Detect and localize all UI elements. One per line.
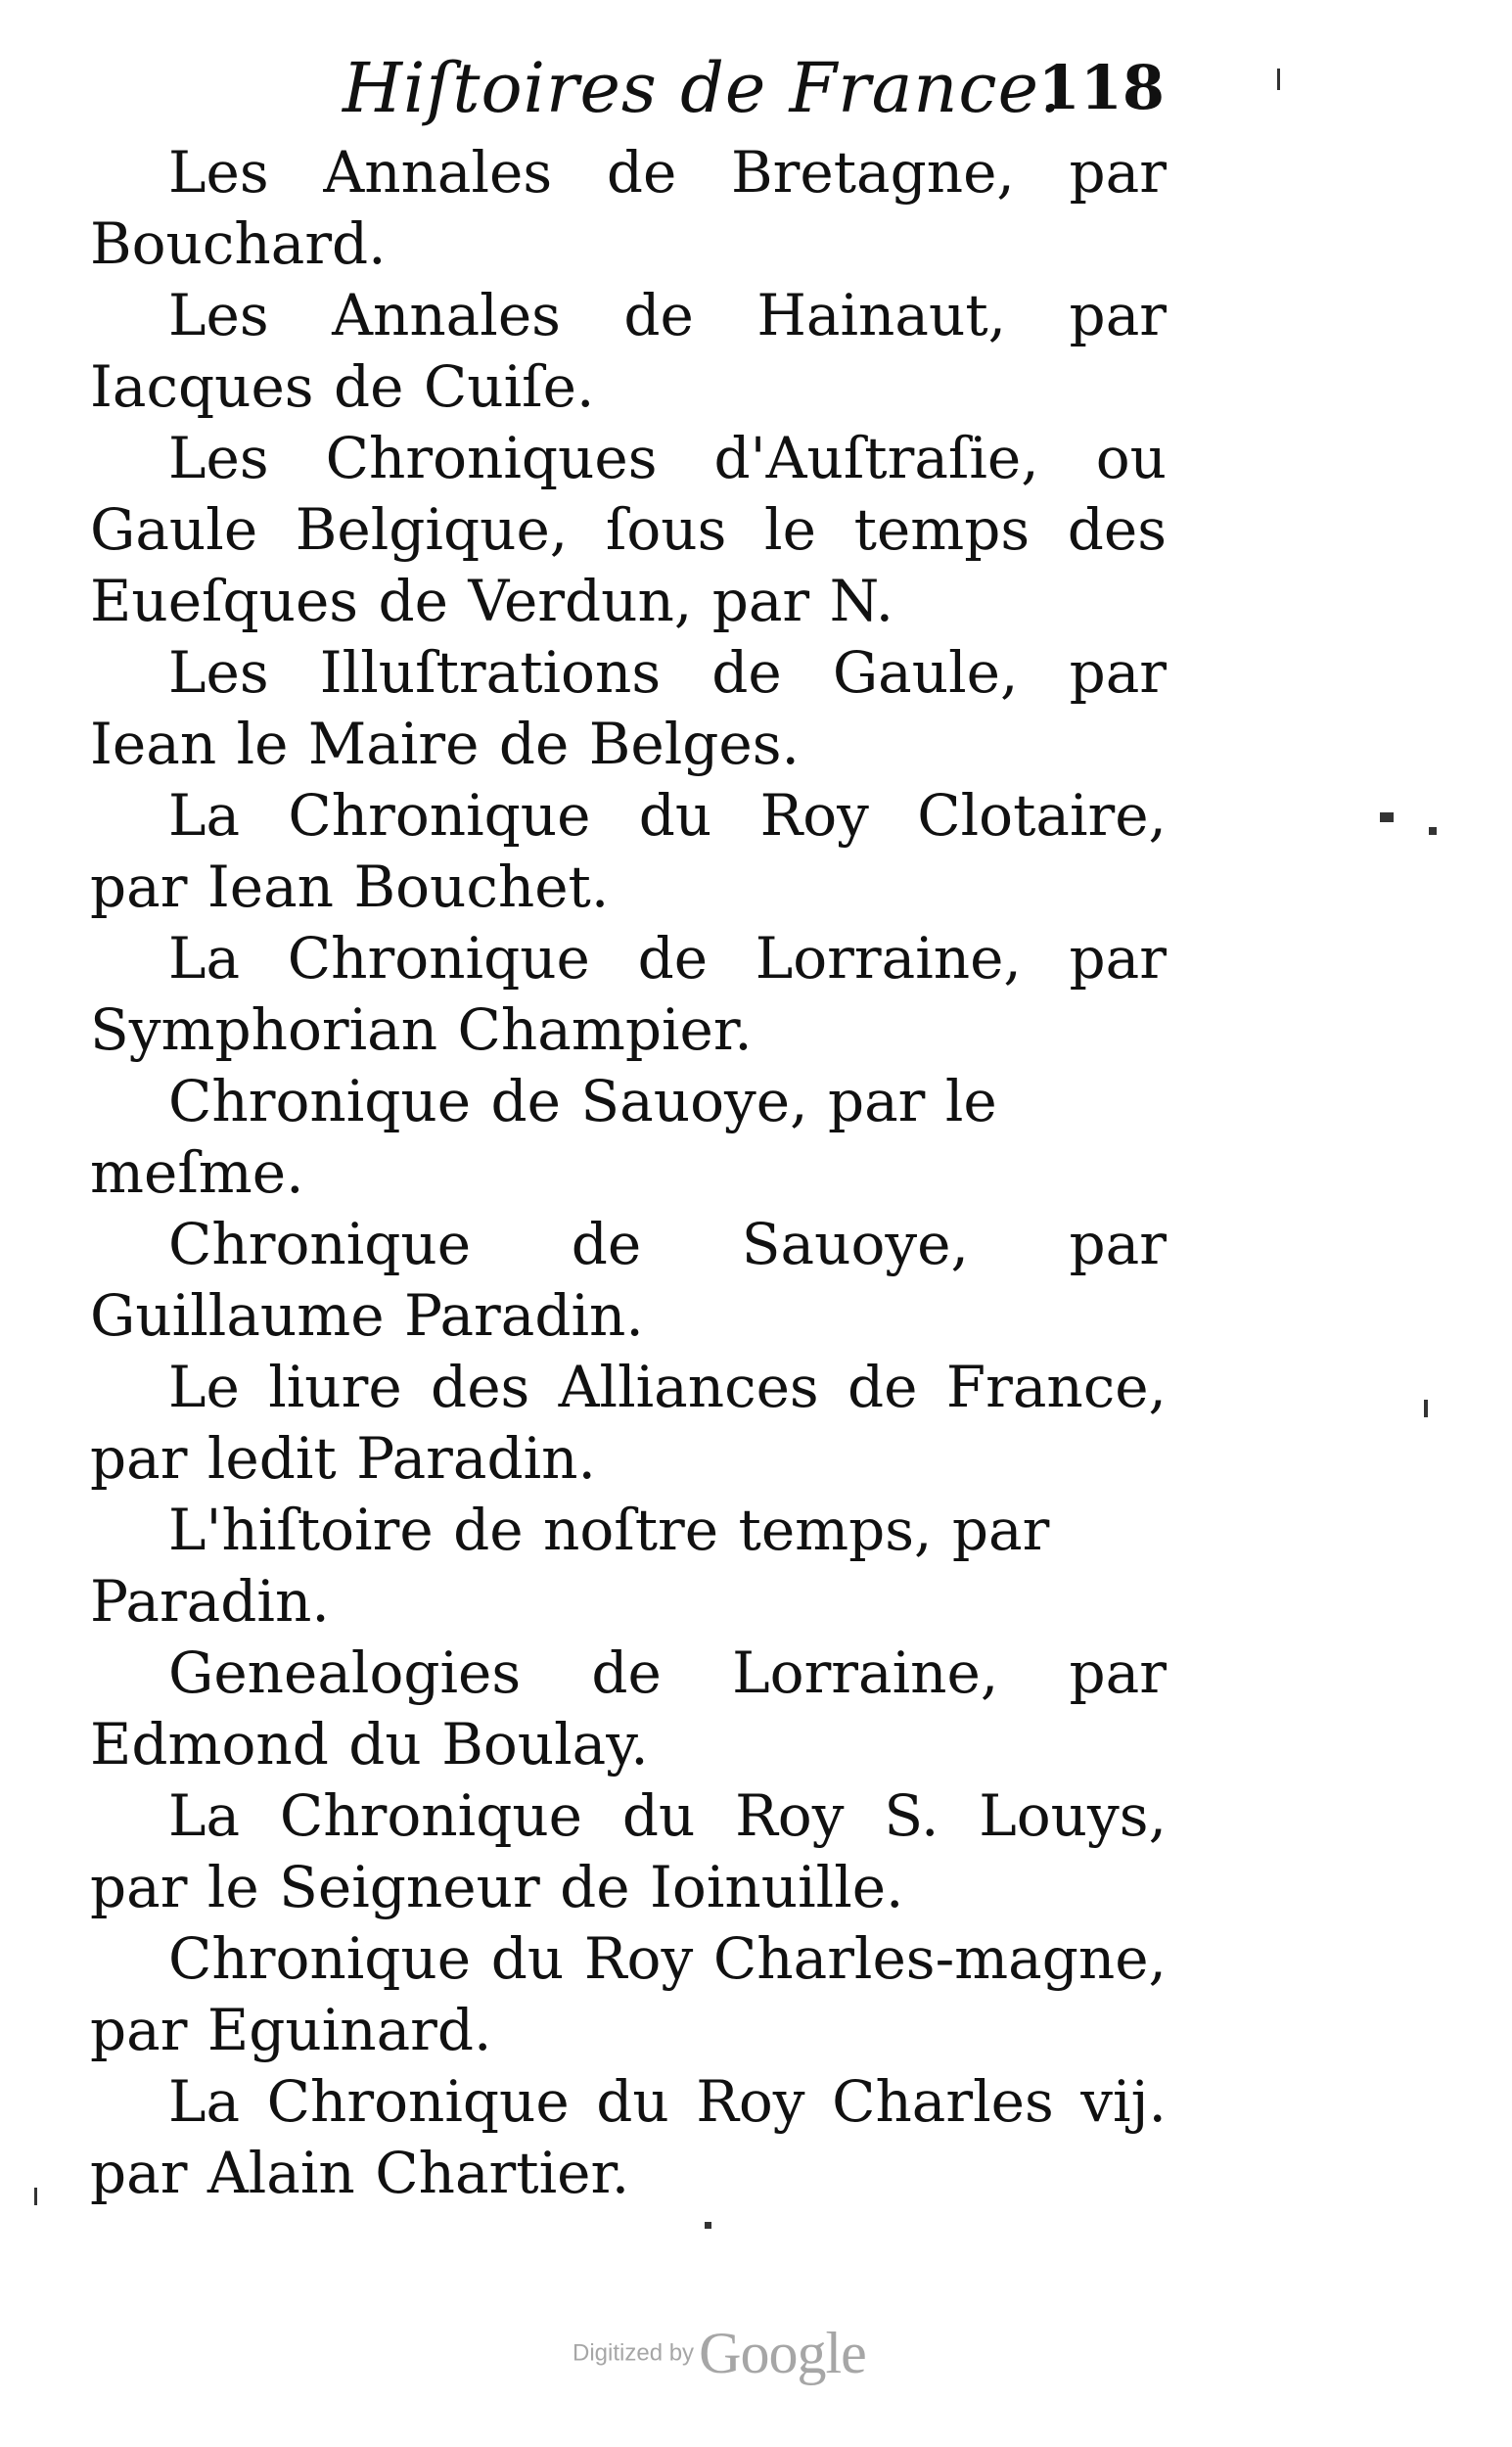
list-entry: La Chronique de Lorraine, par Symphorian Champier. [90,925,1167,1063]
scan-speck [1277,69,1280,90]
running-title: Hiſtoires de France. [343,48,1063,128]
page-number: 118 [1037,52,1165,123]
list-entry: La Chronique du Roy S. Louys, par le Seigneur de Ioinuille. [90,1782,1167,1920]
watermark-brand: Google [699,2321,866,2385]
list-entry: Genealogies de Lorraine, par Edmond du Boulay. [90,1639,1167,1778]
list-entry: Les Annales de Bretagne, par Bouchard. [90,139,1167,277]
scan-speck [34,2188,37,2205]
list-entry: Les Illuſtrations de Gaule, par Iean le Maire de Belges. [90,639,1167,777]
list-entry: Les Annales de Hainaut, par Iacques de Cuiſe. [90,282,1167,420]
list-entry: Chronique du Roy Charles-magne, par Eguinard. [90,1925,1167,2063]
list-entry: Les Chroniques d'Auſtraſie, ou Gaule Belgique, ſous le temps des Eueſques de Verdun, par N. [90,425,1167,634]
scan-speck [1429,827,1437,835]
digitization-watermark [573,2320,866,2398]
list-entry: L'hiſtoire de noſtre temps, par Paradin. [90,1497,1050,1635]
list-entry: La Chronique du Roy Charles vij. par Alain Chartier. [90,2068,1167,2206]
chronicle-list [90,137,1167,2209]
watermark-prefix: Digitized by [573,2339,695,2367]
scan-speck [1424,1400,1428,1417]
scan-speck [1380,812,1394,822]
list-entry: Chronique de Sauoye, par Guillaume Paradin. [90,1211,1167,1349]
list-entry: La Chronique du Roy Clotaire, par Iean Bouchet. [90,782,1167,920]
list-entry: Chronique de Sauoye, par le meſme. [90,1068,997,1206]
list-entry: Le liure des Alliances de France, par ledit Paradin. [90,1354,1167,1492]
scan-speck [705,2222,711,2229]
running-head [343,39,1165,137]
